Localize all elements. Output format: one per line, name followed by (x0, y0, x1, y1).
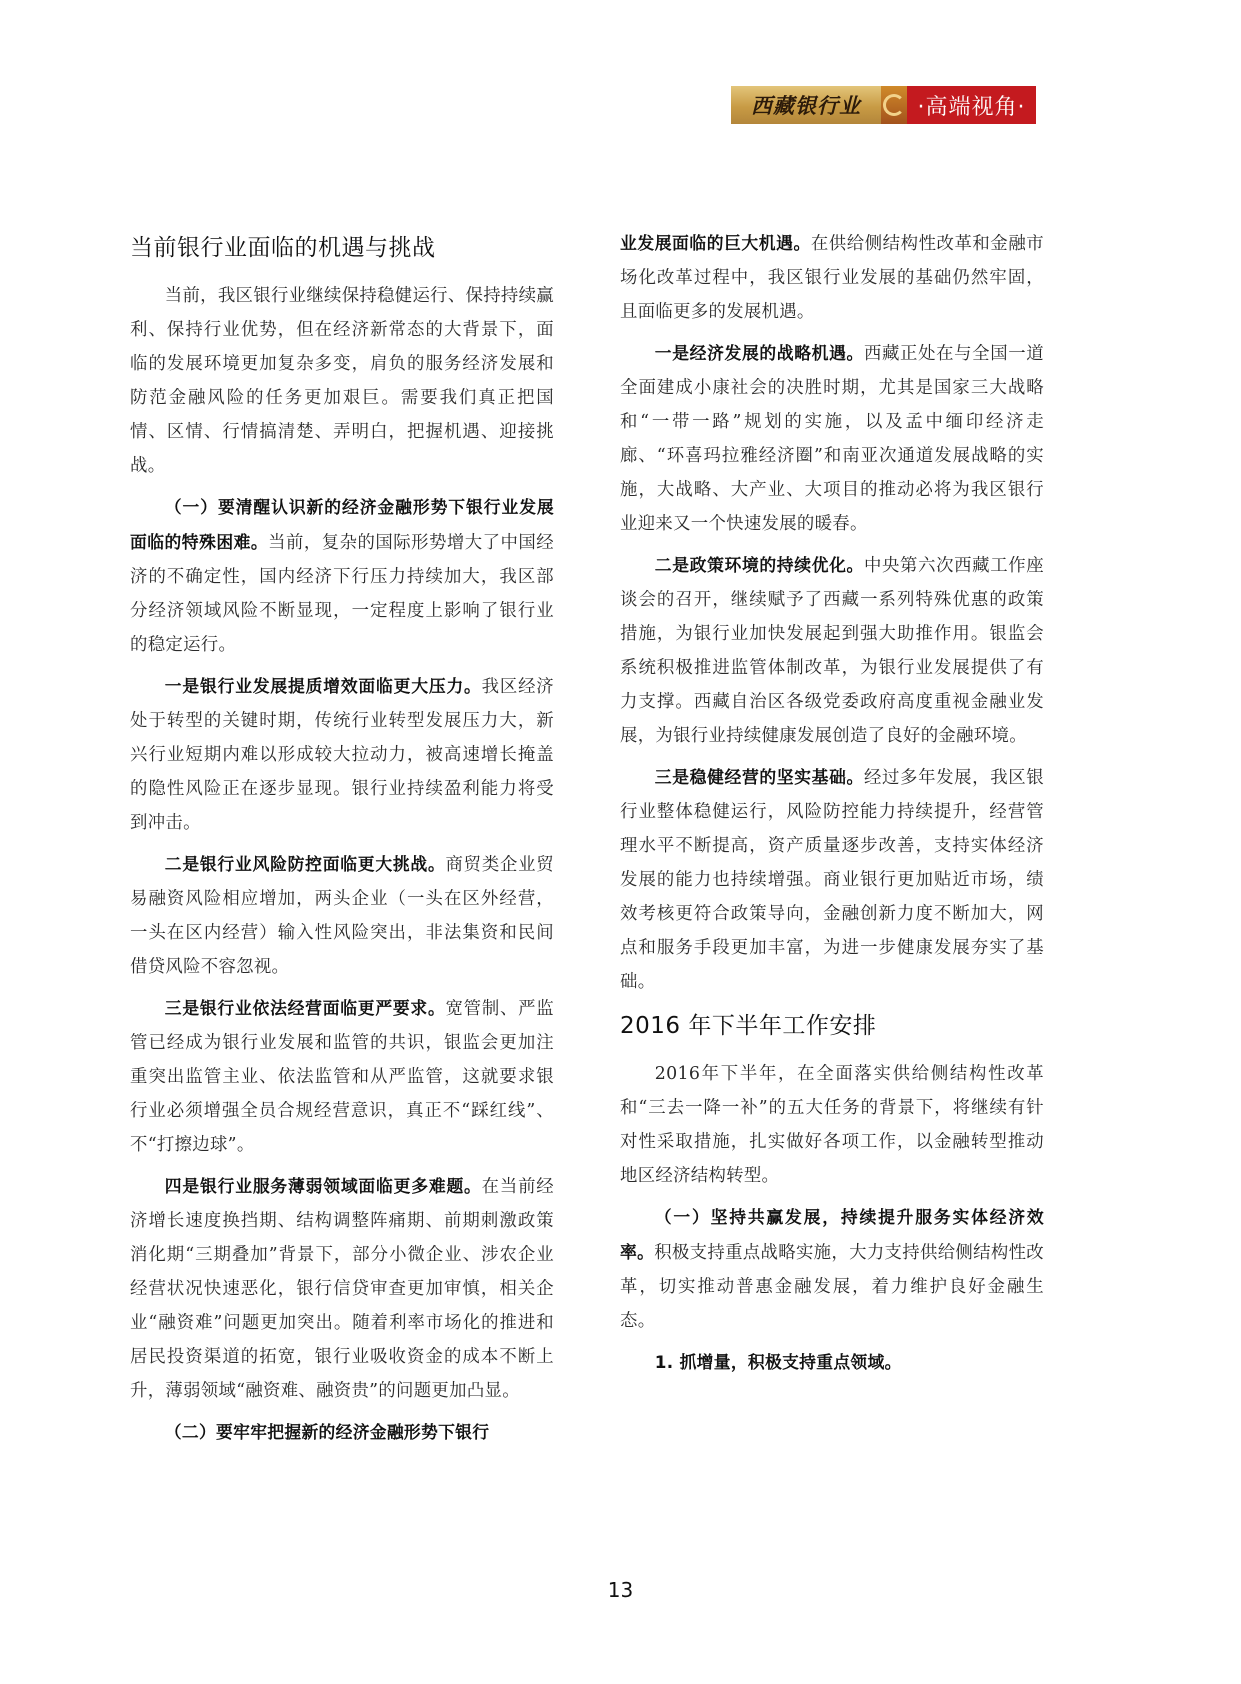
section-title-opportunities: 当前银行业面临的机遇与挑战 (130, 235, 436, 261)
paragraph-lead: （一）要清醒认识新的经济金融形势下银行业发展面临的特殊困难。 (130, 497, 554, 552)
paragraph-lead: 1. 抓增量，积极支持重点领域。 (654, 1352, 902, 1372)
brand-text: 西藏银行业 (751, 93, 861, 118)
paragraph (130, 847, 554, 984)
paragraph-text: 宽管制、严监管已经成为银行业发展和监管的共识，银监会更加注重突出监管主业、依法监管和从严监管，这就要求银行业必须增强全员合规经营意识，真正不“踩红线”、不“打擦边球”。 (130, 999, 554, 1155)
page-number: 13 (607, 1578, 634, 1602)
paragraph (620, 548, 1044, 753)
paragraph-lead: 二是政策环境的持续优化。 (654, 555, 864, 575)
paragraph-lead: 四是银行业服务薄弱领域面临更多难题。 (164, 1176, 482, 1196)
paragraph-lead: 一是银行业发展提质增效面临更大压力。 (164, 676, 482, 696)
paragraph (620, 226, 1044, 329)
paragraph-text: 积极支持重点战略实施，大力支持供给侧结构性改革，切实推动普惠金融发展，着力维护良好金融生态。 (620, 1243, 1044, 1331)
brand-logo (731, 86, 881, 124)
paragraph (130, 1415, 554, 1450)
paragraph-lead: 一是经济发展的战略机遇。 (654, 343, 864, 363)
left-column (130, 228, 554, 1457)
paragraph-text: 在供给侧结构性改革和金融市场化改革过程中，我区银行业发展的基础仍然牢固，且面临更多的发展机遇。 (620, 234, 1044, 322)
paragraph: 2016年下半年，在全面落实供给侧结构性改革和“三去一降一补”的五大任务的背景下，将继续有针对性采取措施，扎实做好各项工作，以金融转型推动地区经济结构转型。 (620, 1064, 1044, 1186)
paragraph-text: 我区经济处于转型的关键时期，传统行业转型发展压力大，新兴行业短期内难以形成较大拉动力，被高速增长掩盖的隐性风险正在逐步显现。银行业持续盈利能力将受到冲击。 (130, 677, 555, 833)
knot-emblem-icon (881, 86, 907, 124)
paragraph-text: 经过多年发展，我区银行业整体稳健运行，风险防控能力持续提升，经营管理水平不断提高，资产质量逐步改善，支持实体经济发展的能力也持续增强。商业银行更加贴近市场，绩效考核更符合政策导向，金融创新力度不断加大，网点和服务手段更加丰富，为进一步健康发展夯实了基础。 (620, 768, 1044, 992)
paragraph (130, 490, 554, 662)
paragraph (620, 336, 1044, 541)
paragraph (130, 1169, 554, 1408)
paragraph (620, 1345, 1044, 1380)
paragraph-text: 当前，复杂的国际形势增大了中国经济的不确定性，国内经济下行压力持续加大，我区部分经济领域风险不断显现，一定程度上影响了银行业的稳定运行。 (130, 533, 554, 655)
paragraph-text: 在当前经济增长速度换挡期、结构调整阵痛期、前期刺激政策消化期“三期叠加”背景下，部分小微企业、涉农企业经营状况快速恶化，银行信贷审查更加审慎，相关企业“融资难”问题更加突出。随着利率市场化的推进和居民投资渠道的拓宽，银行业吸收资金的成本不断上升，薄弱领域“融资难、融资贵”的问题更加凸显。 (130, 1177, 555, 1401)
paragraph-text: 西藏正处在与全国一道全面建成小康社会的决胜时期，尤其是国家三大战略和“一带一路”规划的实施，以及孟中缅印经济走廊、“环喜玛拉雅经济圈”和南亚次通道发展战略的实施，大战略、大产业、大项目的推动必将为我区银行业迎来又一个快速发展的暖春。 (620, 344, 1044, 534)
paragraph-lead: （一）坚持共赢发展，持续提升服务实体经济效率。 (620, 1207, 1044, 1262)
section-title-work-plan: 2016 年下半年工作安排 (620, 1013, 877, 1039)
paragraph: 当前，我区银行业继续保持稳健运行、保持持续赢利、保持行业优势，但在经济新常态的大背景下，面临的发展环境更加复杂多变，肩负的服务经济发展和防范金融风险的任务更加艰巨。需要我们真正把国情、区情、行情搞清楚、弄明白，把握机遇、迎接挑战。 (130, 286, 554, 476)
paragraph-lead: 三是银行业依法经营面临更严要求。 (164, 998, 446, 1018)
right-column (620, 226, 1044, 1387)
paragraph (620, 1200, 1044, 1338)
section-label (907, 86, 1036, 124)
section-text: ·高端视角· (917, 94, 1026, 120)
paragraph (130, 991, 554, 1162)
paragraph (620, 760, 1044, 999)
paragraph-lead: 三是稳健经营的坚实基础。 (654, 767, 864, 787)
paragraph-text: 中央第六次西藏工作座谈会的召开，继续赋予了西藏一系列特殊优惠的政策措施，为银行业加快发展起到强大助推作用。银监会系统积极推进监管体制改革，为银行业发展提供了有力支撑。西藏自治区各级党委政府高度重视金融业发展，为银行业持续健康发展创造了良好的金融环境。 (620, 556, 1044, 746)
paragraph-lead: （二）要牢牢把握新的经济金融形势下银行 (164, 1422, 490, 1442)
header-banner (731, 86, 1036, 124)
paragraph-text: 商贸类企业贸易融资风险相应增加，两头企业（一头在区外经营，一头在区内经营）输入性风险突出，非法集资和民间借贷风险不容忽视。 (130, 855, 554, 977)
paragraph-lead: 业发展面临的巨大机遇。 (620, 233, 811, 253)
paragraph-lead: 二是银行业风险防控面临更大挑战。 (164, 854, 446, 874)
paragraph (130, 669, 554, 840)
